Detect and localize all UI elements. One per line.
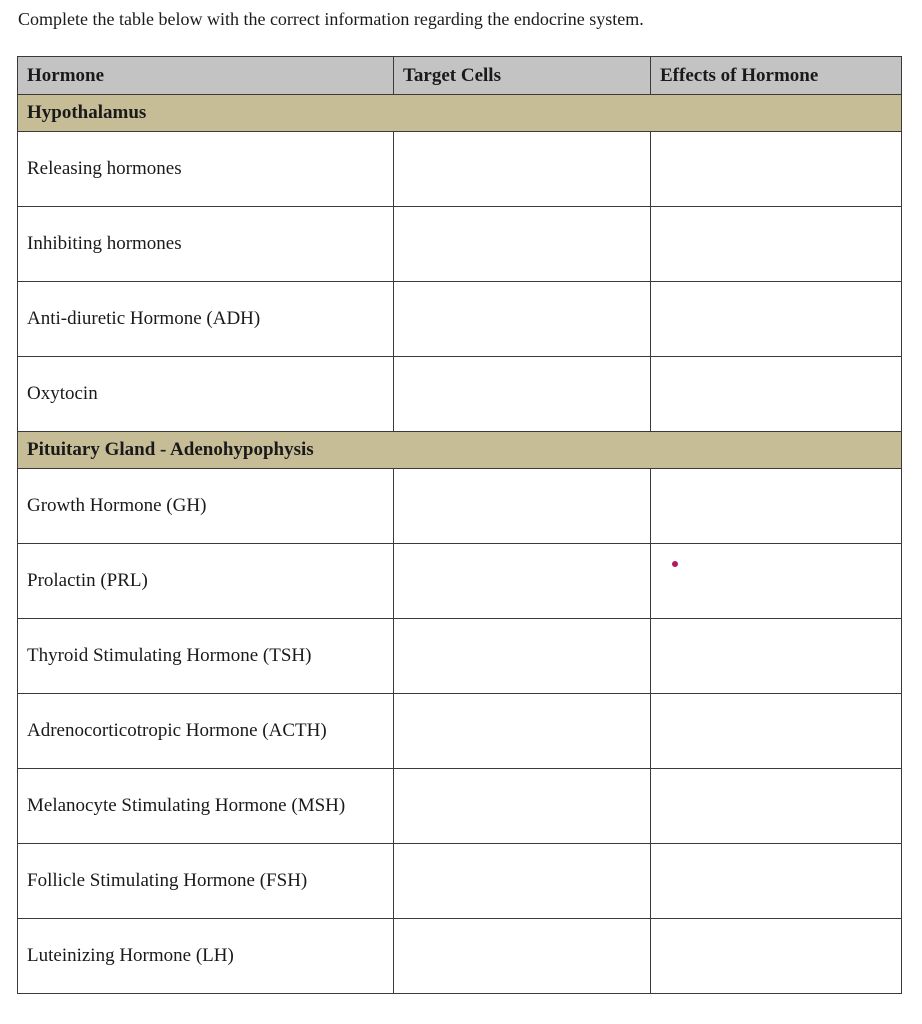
section-row-adenohypophysis — [18, 432, 902, 469]
table-row — [18, 619, 902, 694]
table-row — [18, 357, 902, 432]
effects-cell[interactable] — [651, 357, 902, 432]
hormone-name: Growth Hormone (GH) — [18, 469, 394, 544]
bullet-marker-dot — [672, 561, 678, 567]
hormone-name: Oxytocin — [18, 357, 394, 432]
hormone-name: Luteinizing Hormone (LH) — [18, 919, 394, 994]
effects-cell[interactable] — [651, 694, 902, 769]
column-header-target-cells: Target Cells — [394, 57, 651, 95]
target-cells-cell[interactable] — [394, 844, 651, 919]
table-row — [18, 769, 902, 844]
table-row — [18, 694, 902, 769]
instructions: Complete the table below with the correct information regarding the endocrine system. — [18, 9, 644, 29]
hormone-name: Adrenocorticotropic Hormone (ACTH) — [18, 694, 394, 769]
effects-cell[interactable] — [651, 207, 902, 282]
section-title: Pituitary Gland - Adenohypophysis — [18, 432, 902, 469]
hormone-name: Inhibiting hormones — [18, 207, 394, 282]
target-cells-cell[interactable] — [394, 282, 651, 357]
table-row — [18, 544, 902, 619]
table-row — [18, 844, 902, 919]
hormone-name: Releasing hormones — [18, 132, 394, 207]
target-cells-cell[interactable] — [394, 919, 651, 994]
table-row — [18, 207, 902, 282]
table-row — [18, 132, 902, 207]
table-row — [18, 919, 902, 994]
target-cells-cell[interactable] — [394, 544, 651, 619]
section-title: Hypothalamus — [18, 95, 902, 132]
effects-cell[interactable] — [651, 769, 902, 844]
table-header-row — [18, 57, 902, 95]
effects-cell[interactable] — [651, 469, 902, 544]
endocrine-table — [17, 56, 902, 994]
target-cells-cell[interactable] — [394, 619, 651, 694]
column-header-effects: Effects of Hormone — [651, 57, 902, 95]
effects-cell[interactable] — [651, 132, 902, 207]
target-cells-cell[interactable] — [394, 207, 651, 282]
effects-cell[interactable] — [651, 844, 902, 919]
hormone-name: Prolactin (PRL) — [18, 544, 394, 619]
effects-cell[interactable] — [651, 282, 902, 357]
target-cells-cell[interactable] — [394, 132, 651, 207]
section-row-hypothalamus — [18, 95, 902, 132]
target-cells-cell[interactable] — [394, 769, 651, 844]
effects-cell[interactable] — [651, 544, 902, 619]
target-cells-cell[interactable] — [394, 694, 651, 769]
table-row — [18, 469, 902, 544]
table-row — [18, 282, 902, 357]
effects-cell[interactable] — [651, 919, 902, 994]
effects-cell[interactable] — [651, 619, 902, 694]
column-header-hormone: Hormone — [18, 57, 394, 95]
hormone-name: Melanocyte Stimulating Hormone (MSH) — [18, 769, 394, 844]
hormone-name: Follicle Stimulating Hormone (FSH) — [18, 844, 394, 919]
hormone-name: Thyroid Stimulating Hormone (TSH) — [18, 619, 394, 694]
target-cells-cell[interactable] — [394, 469, 651, 544]
target-cells-cell[interactable] — [394, 357, 651, 432]
hormone-name: Anti-diuretic Hormone (ADH) — [18, 282, 394, 357]
